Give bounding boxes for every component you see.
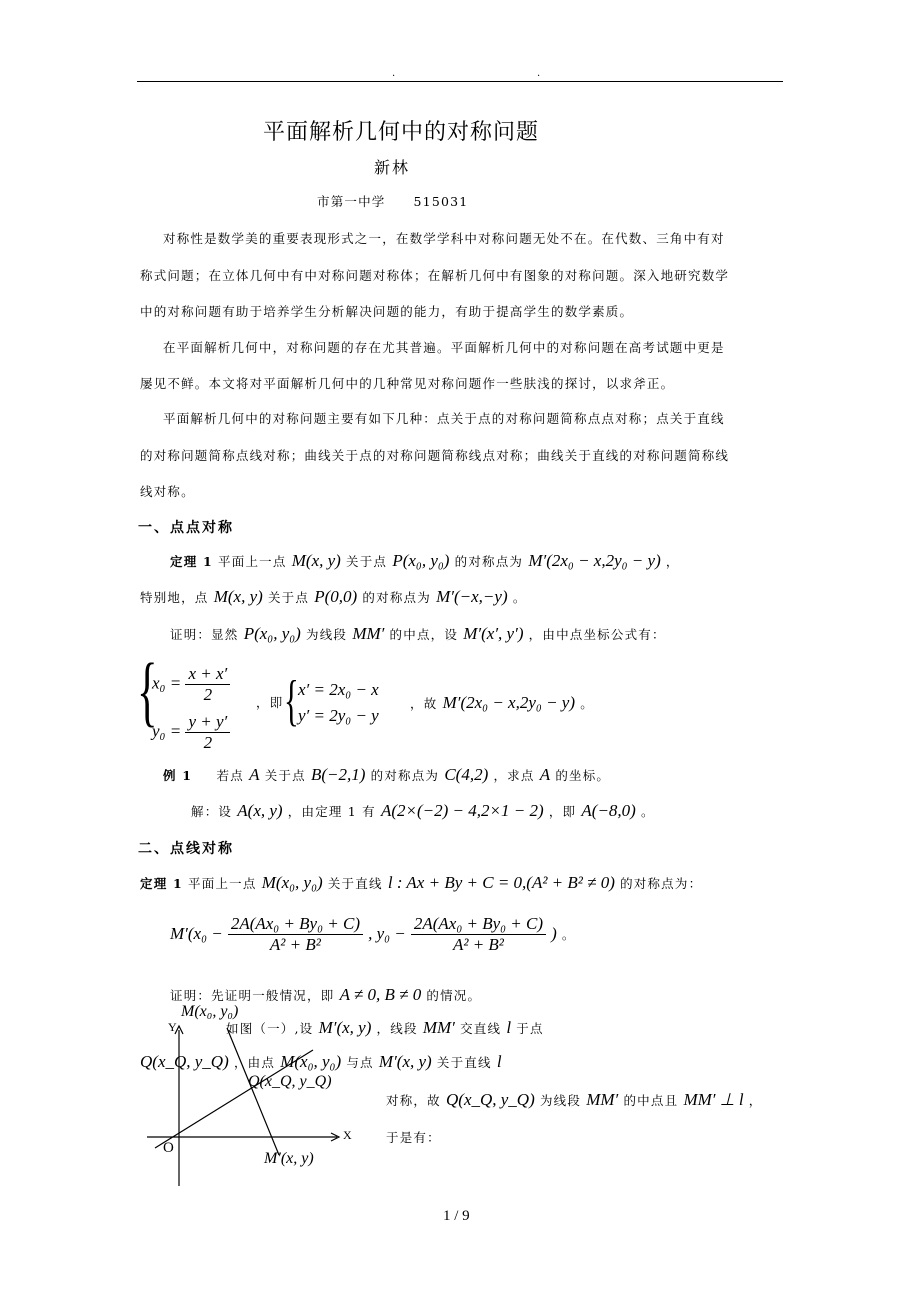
figure-text-line4: 于是有： xyxy=(386,1130,441,1145)
math: A ≠ 0, B ≠ 0 xyxy=(339,985,422,1004)
figure-label-Y: Y xyxy=(168,1020,177,1034)
figure-label-O: O xyxy=(163,1140,174,1156)
text: 关于直线 xyxy=(436,1055,492,1070)
example-label: 例 1 xyxy=(163,768,193,783)
special-case xyxy=(140,587,527,607)
left-brace: { xyxy=(284,670,299,732)
figure-text-line1 xyxy=(226,1018,544,1038)
page-number: 1 / 9 xyxy=(443,1208,470,1224)
segment-MM xyxy=(227,1028,279,1155)
left-brace: { xyxy=(137,647,158,734)
text: 平面上一点 xyxy=(188,876,257,891)
numerator: y + y′ xyxy=(185,712,230,733)
math: M′(x₀ − xyxy=(170,924,223,943)
intro-line: 中的对称问题有助于培养学生分析解决问题的能力，有助于提高学生的数学素质。 xyxy=(140,304,634,319)
math: C(4,2) xyxy=(444,765,489,784)
reflection-formula xyxy=(170,914,576,955)
system-eq: x′ = 2x₀ − x xyxy=(298,680,379,699)
conclusion xyxy=(410,693,594,713)
math: M′(2x₀ − x,2y₀ − y) xyxy=(442,693,575,712)
denominator: 2 xyxy=(203,685,213,704)
math: M′(x, y) xyxy=(378,1052,432,1071)
math: l xyxy=(496,1052,502,1071)
header-rule xyxy=(137,81,783,82)
text: 的坐标。 xyxy=(555,768,611,783)
math: MM′ xyxy=(422,1018,455,1037)
denominator: A² + B² xyxy=(269,935,321,954)
text: 解：设 xyxy=(191,804,233,819)
math: M′(x′, y′) xyxy=(463,624,524,643)
math: P(0,0) xyxy=(314,587,358,606)
text: 若点 xyxy=(216,768,244,783)
text: 特别地，点 xyxy=(140,590,209,605)
text: ， xyxy=(665,554,680,569)
math: A xyxy=(539,765,551,784)
math: P(x₀, y₀) xyxy=(243,624,301,643)
text: ，由中点坐标公式有： xyxy=(528,627,666,642)
numerator: 2A(Ax₀ + By₀ + C) xyxy=(228,914,363,935)
text: 的情况。 xyxy=(426,988,482,1003)
header-dot-left: . xyxy=(392,68,396,79)
math: ) xyxy=(551,924,557,943)
intro-line: 线对称。 xyxy=(140,484,195,499)
math: A(−8,0) xyxy=(581,801,636,820)
text: 。 xyxy=(512,590,527,605)
numerator: x + x′ xyxy=(185,664,230,685)
figure-label-X: X xyxy=(343,1128,352,1142)
math: l xyxy=(506,1018,512,1037)
postcode: 515031 xyxy=(413,194,469,209)
text: ，线段 xyxy=(376,1021,418,1036)
math: M′(x, y) xyxy=(318,1018,372,1037)
math: MM′ xyxy=(352,624,385,643)
fraction xyxy=(185,664,230,705)
text: 关于直线 xyxy=(327,876,383,891)
text: 的对称点为： xyxy=(620,876,703,891)
math: A xyxy=(249,765,260,784)
math: , y₀ − xyxy=(368,924,406,943)
math: l : Ax + By + C = 0,(A² + B² ≠ 0) xyxy=(387,873,615,892)
text: 的中点，设 xyxy=(389,627,459,642)
figure-label-Mp: M′(x, y) xyxy=(264,1150,314,1167)
text: ， xyxy=(748,1093,763,1108)
figure-label-M: M(x₀, y₀) xyxy=(181,1003,239,1020)
text: ，由定理 1 有 xyxy=(287,804,376,819)
text: 如图（一）,设 xyxy=(226,1021,314,1036)
intro-line: 称式问题；在立体几何中有中对称问题对称体；在解析几何中有图象的对称问题。深入地研究数学 xyxy=(140,268,730,283)
denominator: 2 xyxy=(203,733,213,752)
math: M(x, y) xyxy=(291,551,341,570)
theorem-label: 定理 1 xyxy=(170,554,213,569)
text: 关于点 xyxy=(346,554,388,569)
math: M(x, y) xyxy=(213,587,263,606)
fraction xyxy=(411,914,546,955)
theorem-1 xyxy=(170,551,680,571)
affiliation xyxy=(317,192,468,210)
intro-line: 在平面解析几何中，对称问题的存在尤其普遍。平面解析几何中的对称问题在高考试题中更是 xyxy=(163,340,725,355)
figure-text-line2 xyxy=(140,1052,502,1072)
text: ，求点 xyxy=(493,768,535,783)
math: x₀ = xyxy=(152,673,182,693)
intro-line: 平面解析几何中的对称问题主要有如下几种：点关于点的对称问题简称点点对称；点关于直线 xyxy=(163,411,725,426)
intro-line: 屡见不鲜。本文将对平面解析几何中的几种常见对称问题作一些肤浅的探讨，以求斧正。 xyxy=(140,376,675,391)
fraction xyxy=(228,914,363,955)
fraction xyxy=(185,712,230,753)
section-heading-1: 一、点点对称 xyxy=(138,520,234,536)
system-eq xyxy=(152,664,230,705)
text: 于点 xyxy=(516,1021,544,1036)
text-ji: ，即 xyxy=(256,695,284,710)
section-heading-2: 二、点线对称 xyxy=(138,841,234,857)
author: 新林 xyxy=(374,158,411,177)
example-1 xyxy=(163,765,610,785)
math: A(x, y) xyxy=(237,801,283,820)
figure-text-line3 xyxy=(386,1090,762,1110)
solution-1 xyxy=(191,801,655,821)
text: 为线段 xyxy=(306,627,348,642)
text: 证明：先证明一般情况，即 xyxy=(170,988,335,1003)
math: M′(2x₀ − x,2y₀ − y) xyxy=(528,551,661,570)
math: Q(x_Q, y_Q) xyxy=(446,1090,535,1109)
theorem-2 xyxy=(140,873,702,893)
math: M′(−x,−y) xyxy=(436,587,508,606)
text: 平面上一点 xyxy=(218,554,287,569)
denominator: A² + B² xyxy=(452,935,504,954)
text: ，故 xyxy=(410,696,438,711)
math: MM′ ⊥ l xyxy=(683,1090,744,1109)
text: 。 xyxy=(580,696,594,711)
text: 的对称点为 xyxy=(362,590,431,605)
text: 为线段 xyxy=(539,1093,582,1108)
math: M(x₀, y₀) xyxy=(261,873,323,892)
math: Q(x_Q, y_Q) xyxy=(140,1052,229,1071)
text: 对称，故 xyxy=(386,1093,441,1108)
math: MM′ xyxy=(586,1090,619,1109)
system-eq xyxy=(152,712,230,753)
text: ，由点 xyxy=(233,1055,276,1070)
text: 。 xyxy=(561,927,576,942)
school: 市第一中学 xyxy=(317,194,386,209)
system-eq: y′ = 2y₀ − y xyxy=(298,706,379,725)
text: ，即 xyxy=(548,804,577,819)
text: 交直线 xyxy=(460,1021,502,1036)
header-dot-right: . xyxy=(537,68,541,79)
theorem-label: 定理 1 xyxy=(140,876,183,891)
math: A(2×(−2) − 4,2×1 − 2) xyxy=(380,801,544,820)
intro-line: 的对称问题简称点线对称；曲线关于点的对称问题简称线点对称；曲线关于直线的对称问题简称线 xyxy=(140,448,730,463)
text: 关于点 xyxy=(267,590,310,605)
text: 与点 xyxy=(346,1055,374,1070)
text: 。 xyxy=(641,804,655,819)
intro-line: 对称性是数学美的重要表现形式之一，在数学学科中对称问题无处不在。在代数、三角中有对 xyxy=(163,231,725,246)
text: 的中点且 xyxy=(623,1093,679,1108)
text: 的对称点为 xyxy=(370,768,440,783)
text: 的对称点为 xyxy=(454,554,524,569)
page-title: 平面解析几何中的对称问题 xyxy=(263,120,540,145)
math: B(−2,1) xyxy=(311,765,366,784)
numerator: 2A(Ax₀ + By₀ + C) xyxy=(411,914,546,935)
figure-label-Q: Q(x_Q, y_Q) xyxy=(248,1073,332,1090)
math: M(x₀, y₀) xyxy=(280,1052,342,1071)
math: y₀ = xyxy=(152,721,182,741)
text: 证明：显然 xyxy=(170,627,239,642)
math: P(x₀, y₀) xyxy=(392,551,450,570)
proof-1 xyxy=(170,624,666,644)
text: 关于点 xyxy=(264,768,306,783)
